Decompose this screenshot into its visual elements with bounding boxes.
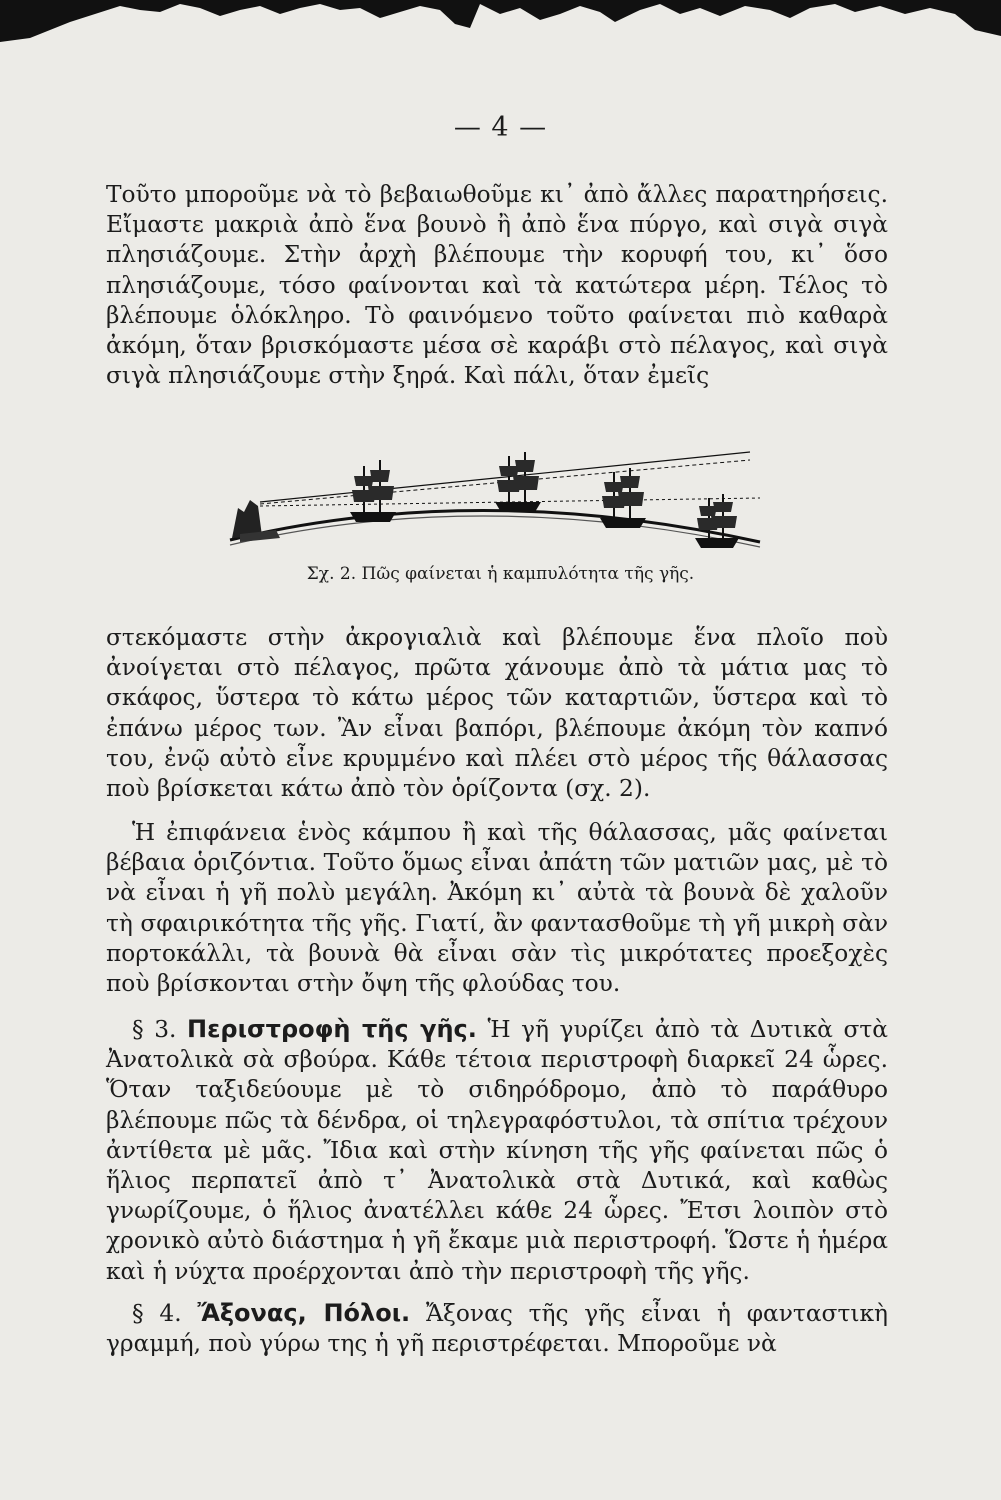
ship-icon: [600, 468, 646, 528]
rotation-text: Ἡ γῆ γυρίζει ἀπὸ τὰ Δυτικὰ στὰ Ἀνατολικὰ σὰ σβούρα. Κάθε τέτοια περιστροφὴ διαρκεῖ 24 ὧρες. Ὅταν ταξιδεύουμε μὲ τὸ σιδηρόδρομο, ἀπὸ τὸ παράθυρο βλέπουμε πῶς τὰ δένδρα, οἱ τηλεγραφόστυλοι, τὰ σπίτια τρέχουν ἀντίθετα μὲ μᾶς. Ἴδια καὶ στὴν κίνηση τῆς γῆς φαίνεται πῶς ὁ ἥλιος περπατεῖ ἀπὸ τ᾽ Ἀνατολικὰ στὰ Δυτικά, καὶ καθὼς γνωρίζουμε, ὁ ἥλιος ἀνατέλλει κάθε 24 ὧρες. Ἔτσι λοιπὸν στὸ χρονικὸ αὐτὸ διάστημα ἡ γῆ ἔκαμε μιὰ περιστροφή. Ὥστε ἡ ἡμέρα καὶ ἡ νύχτα προέρχονται ἀπὸ τὴν περιστροφὴ τῆς γῆς.: [106, 1016, 888, 1285]
ship-icon: [495, 452, 541, 512]
earth-surface-curve: [230, 510, 760, 542]
ship-icon: [350, 460, 396, 522]
paragraph-earth-surface: Ἡ ἐπιφάνεια ἑνὸς κάμπου ἢ καὶ τῆς θάλασσας, μᾶς φαίνεται βέβαια ὁριζόντια. Τοῦτο ὅμως εἶναι ἀπάτη τῶν ματιῶν μας, μὲ τὸ νὰ εἶναι ἡ γῆ πολὺ μεγάλη. Ἀκόμη κι᾽ αὐτὰ τὰ βουνὰ δὲ χαλοῦν τὴ σφαιρικότητα τῆς γῆς. Γιατί, ἂν φαντασθοῦμε τὴ γῆ μικρὴ σὰν πορτοκάλλι, τὰ βουνὰ θὰ εἶναι σὰν τὶς μικρότατες προεξοχὲς ποὺ βρίσκονται στὴν ὄψη τῆς φλούδας του.: [106, 819, 888, 998]
page-number: — 4 —: [453, 112, 548, 143]
section-number: § 4.: [132, 1300, 182, 1327]
section-heading-rotation: Περιστροφὴ τῆς γῆς.: [186, 1015, 477, 1043]
axis-poles-text: Ἄξονας τῆς γῆς εἶναι ἡ φανταστικὴ γραμμή, ποὺ γύρω της ἡ γῆ περιστρέφεται. Μποροῦμε νὰ: [106, 1300, 888, 1358]
paragraph-rotation: [106, 1014, 888, 1287]
section-heading-axis-poles: Ἄξονας, Πόλοι.: [197, 1299, 411, 1327]
paragraph-ship-leaving: στεκόμαστε στὴν ἀκρογιαλιὰ καὶ βλέπουμε ἕνα πλοῖο ποὺ ἀνοίγεται στὸ πέλαγος, πρῶτα χάνουμε ἀπὸ τὰ μάτια μας τὸ σκάφος, ὕστερα τὸ κάτω μέρος τῶν καταρτιῶν, ὕστερα καὶ τὸ ἐπάνω μέρος των. Ἂν εἶναι βαπόρι, βλέπουμε ἀκόμη τὸν καπνό του, ἐνῷ αὐτὸ εἶνε κρυμμένο καὶ πλέει στὸ μέρος τῆς θάλασσας ποὺ βρίσκεται κάτω ἀπὸ τὸν ὁρίζοντα (σχ. 2).: [106, 624, 888, 803]
torn-page-edge: [0, 0, 1001, 60]
ship-curvature-figure: [220, 450, 770, 558]
figure-caption: Σχ. 2. Πῶς φαίνεται ἡ καμπυλότητα τῆς γῆς.: [306, 564, 695, 584]
paragraph-axis-poles: [106, 1298, 888, 1359]
paragraph-visibility-of-mountain: Τοῦτο μποροῦμε νὰ τὸ βεβαιωθοῦμε κι᾽ ἀπὸ ἄλλες παρατηρήσεις. Εἴμαστε μακριὰ ἀπὸ ἕνα βουνὸ ἢ ἀπὸ ἕνα πύργο, καὶ σιγὰ σιγὰ πλησιάζουμε. Στὴν ἀρχὴ βλέπουμε τὴν κορυφή του, κι᾽ ὅσο πλησιάζουμε, τόσο φαίνονται καὶ τὰ κατώτερα μέρη. Τέλος τὸ βλέπουμε ὁλόκληρο. Τὸ φαινόμενο τοῦτο φαίνεται πιὸ καθαρὰ ἀκόμη, ὅταν βρισκόμαστε μέσα σὲ καράβι στὸ πέλαγος, καὶ σιγὰ σιγὰ πλησιάζουμε στὴν ξηρά. Καὶ πάλι, ὅταν ἐμεῖς: [106, 181, 888, 390]
ship-icon: [695, 494, 739, 548]
section-number: § 3.: [132, 1016, 177, 1043]
sight-line: [260, 452, 750, 502]
observer-shore-icon: [232, 500, 280, 542]
